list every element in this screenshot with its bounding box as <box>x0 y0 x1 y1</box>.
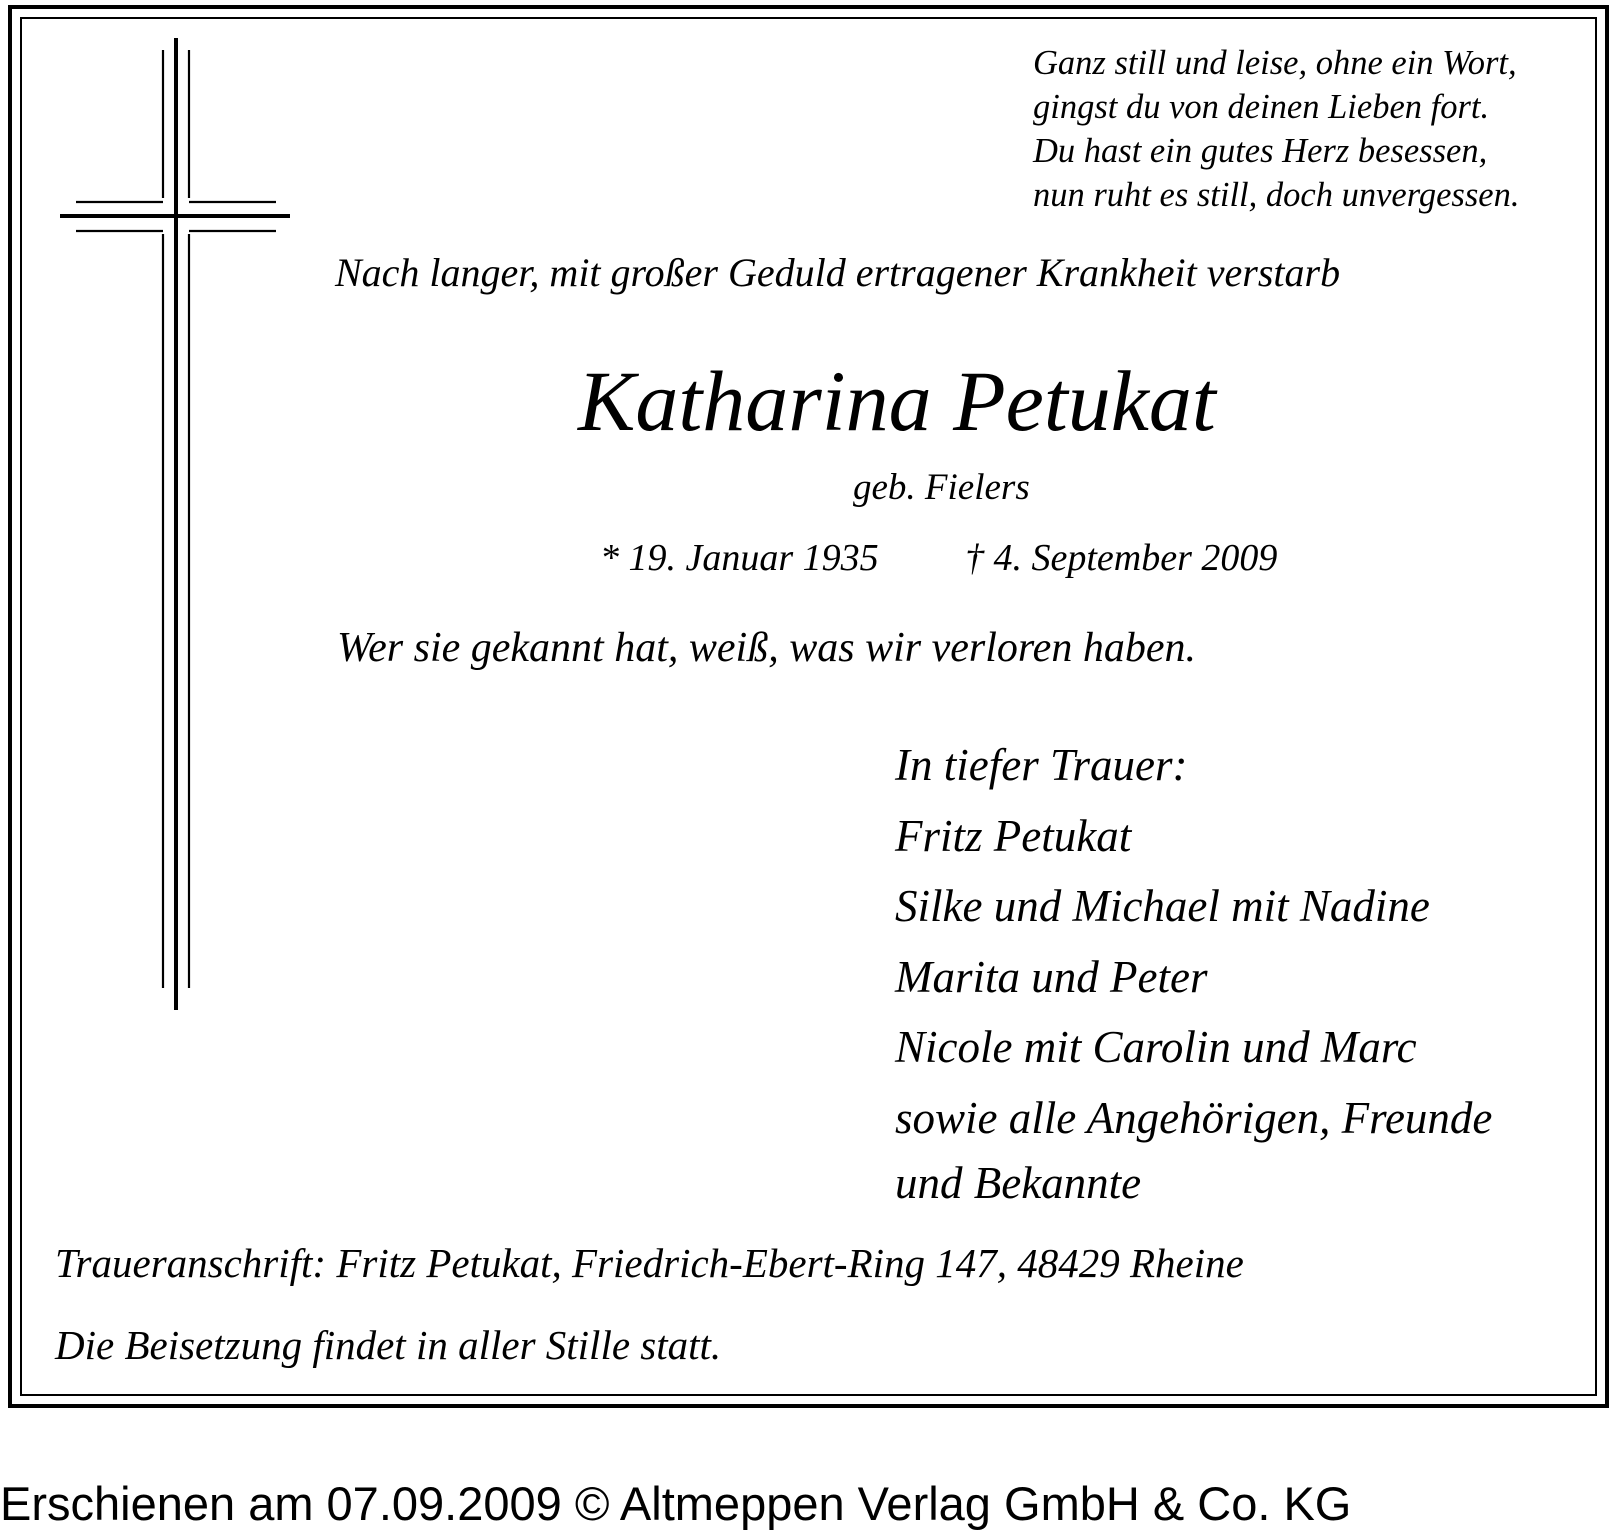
poem <box>1033 41 1519 217</box>
mourning-heading: In tiefer Trauer: <box>895 740 1188 790</box>
poem-line: Du hast ein gutes Herz besessen, <box>1033 132 1488 170</box>
publication-footer: Erschienen am 07.09.2009 © Altmeppen Verlag GmbH & Co. KG <box>0 1477 1352 1530</box>
deceased-name: Katharina Petukat <box>578 353 1216 449</box>
poem-line: gingst du von deinen Lieben fort. <box>1033 88 1490 126</box>
memorial-quote: Wer sie gekannt hat, weiß, was wir verloren haben. <box>337 625 1196 671</box>
mourning-address: Traueranschrift: Fritz Petukat, Friedrich-Ebert-Ring 147, 48429 Rheine <box>55 1240 1244 1286</box>
mourner-line: sowie alle Angehörigen, Freunde <box>895 1092 1493 1143</box>
poem-line: nun ruht es still, doch unvergessen. <box>1033 176 1520 214</box>
mourner-line-continuation: und Bekannte <box>895 1158 1142 1208</box>
birth-date: * 19. Januar 1935 <box>600 537 879 579</box>
poem-line: Ganz still und leise, ohne ein Wort, <box>1033 44 1517 82</box>
mourner-line: Silke und Michael mit Nadine <box>895 881 1430 931</box>
death-date: † 4. September 2009 <box>965 537 1278 579</box>
mourner-line: Marita und Peter <box>895 951 1208 1002</box>
mourner-line: Nicole mit Carolin und Marc <box>895 1022 1417 1072</box>
cross-icon <box>0 0 300 1020</box>
intro-text: Nach langer, mit großer Geduld ertragener Krankheit verstarb <box>335 250 1341 295</box>
burial-note: Die Beisetzung findet in aller Stille statt. <box>55 1322 722 1368</box>
mourners-block <box>895 730 1492 1213</box>
mourner-line: Fritz Petukat <box>895 810 1132 861</box>
maiden-name: geb. Fielers <box>853 467 1030 508</box>
